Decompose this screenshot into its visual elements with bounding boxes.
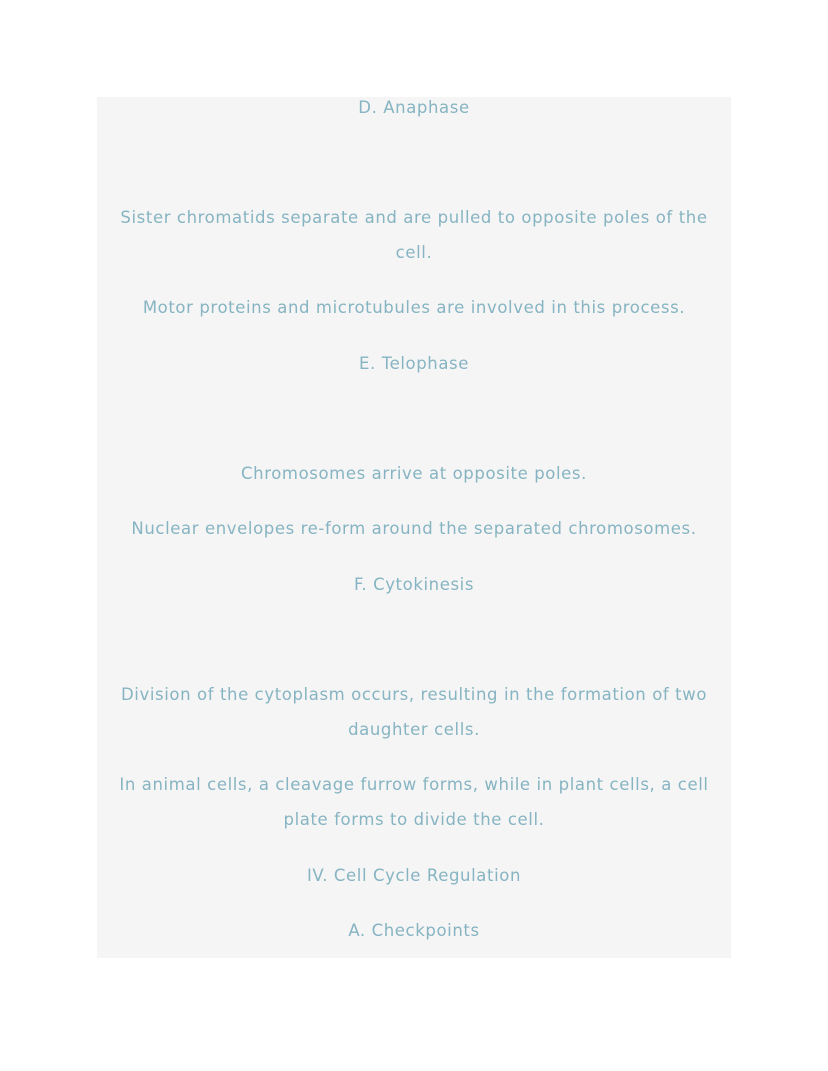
telophase-point-1: Chromosomes arrive at opposite poles.	[241, 464, 587, 483]
telophase-point-2: Nuclear envelopes re-form around the separated chromosomes.	[131, 519, 697, 538]
anaphase-point-1-line-1: Sister chromatids separate and are pulled to opposite poles of the	[120, 208, 708, 227]
telophase-heading: E. Telophase	[358, 354, 469, 373]
cytokinesis-point-1-line-1: Division of the cytoplasm occurs, resulting in the formation of two	[120, 685, 708, 704]
cytokinesis-point-2-line-1: In animal cells, a cleavage furrow forms, while in plant cells, a cell	[119, 775, 709, 794]
document-panel	[97, 97, 731, 958]
cytokinesis-heading: F. Cytokinesis	[353, 575, 475, 594]
checkpoints-heading: A. Checkpoints	[348, 921, 480, 940]
anaphase-point-2: Motor proteins and microtubules are involved in this process.	[142, 298, 686, 317]
cytokinesis-point-2-line-2: plate forms to divide the cell.	[283, 810, 545, 829]
cytokinesis-point-1-line-2: daughter cells.	[348, 720, 480, 739]
anaphase-heading: D. Anaphase	[358, 98, 470, 117]
cell-cycle-regulation-heading: IV. Cell Cycle Regulation	[306, 866, 522, 885]
anaphase-point-1-line-2: cell.	[395, 243, 433, 262]
